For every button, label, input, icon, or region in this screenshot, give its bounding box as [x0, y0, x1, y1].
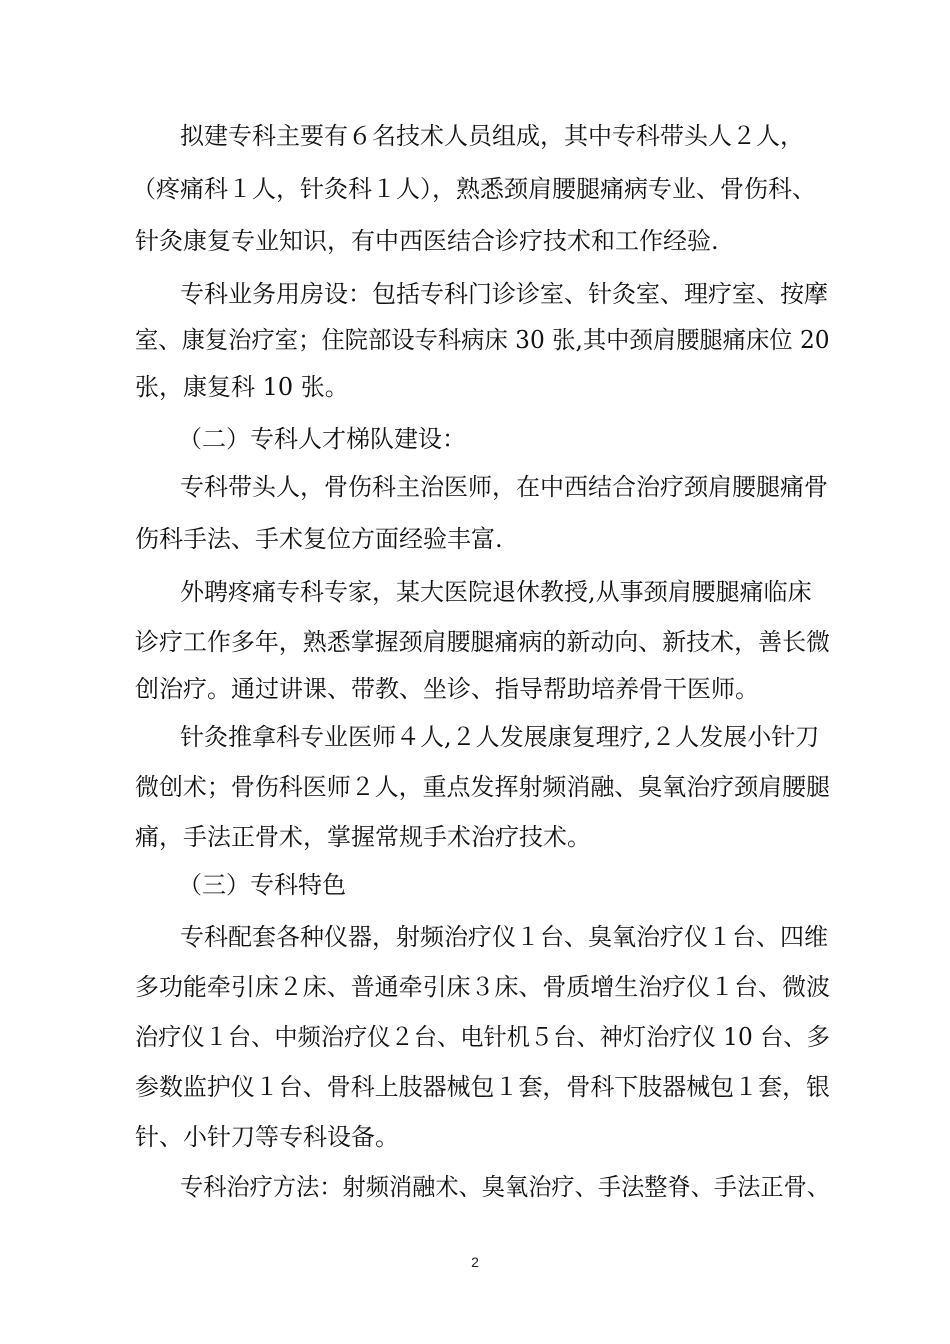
text-line: 微创术；骨伤科医师２人，重点发挥射频消融、臭氧治疗颈肩腰腿 [135, 773, 830, 801]
text-line: 室、康复治疗室；住院部设专科病床 30 张,其中颈肩腰腿痛床位 20 [135, 326, 830, 354]
section-heading: （三）专科特色 [178, 871, 346, 899]
text-line: 专科配套各种仪器，射频治疗仪１台、臭氧治疗仪１台、四维 [180, 923, 828, 951]
text-line: 参数监护仪１台、骨科上肢器械包１套，骨科下肢器械包１套，银 [135, 1073, 830, 1101]
text-line: 张，康复科 10 张。 [135, 373, 349, 401]
section-heading: （二）专科人才梯队建设： [178, 425, 466, 453]
text-line: 针灸康复专业知识，有中西医结合诊疗技术和工作经验. [135, 227, 719, 255]
text-line: 治疗仪１台、中频治疗仪２台、电针机５台、神灯治疗仪 10 台、多 [135, 1023, 830, 1051]
text-line: 拟建专科主要有６名技术人员组成，其中专科带头人２人， [180, 122, 804, 150]
text-line: 专科带头人，骨伤科主治医师，在中西结合治疗颈肩腰腿痛骨 [180, 473, 828, 501]
text-line: 痛，手法正骨术，掌握常规手术治疗技术。 [135, 823, 591, 851]
text-line: 诊疗工作多年，熟悉掌握颈肩腰腿痛病的新动向、新技术，善长微 [135, 628, 830, 656]
text-line: 多功能牵引床２床、普通牵引床３床、骨质增生治疗仪１台、微波 [135, 973, 830, 1001]
page-number: 2 [471, 1254, 479, 1270]
text-line: 针、小针刀等专科设备。 [135, 1123, 399, 1151]
text-line: 伤科手法、手术复位方面经验丰富. [135, 525, 503, 553]
text-line: （疼痛科１人，针灸科１人），熟悉颈肩腰腿痛病专业、骨伤科、 [132, 175, 816, 203]
text-line: 专科治疗方法：射频消融术、臭氧治疗、手法整脊、手法正骨、 [180, 1173, 830, 1201]
text-line: 创治疗。通过讲课、带教、坐诊、指导帮助培养骨干医师。 [135, 675, 759, 703]
text-line: 专科业务用房设：包括专科门诊诊室、针灸室、理疗室、按摩 [180, 280, 828, 308]
text-line: 针灸推拿科专业医师４人,２人发展康复理疗,２人发展小针刀 [180, 723, 820, 751]
text-line: 外聘疼痛专科专家，某大医院退休教授,从事颈肩腰腿痛临床 [180, 578, 812, 606]
